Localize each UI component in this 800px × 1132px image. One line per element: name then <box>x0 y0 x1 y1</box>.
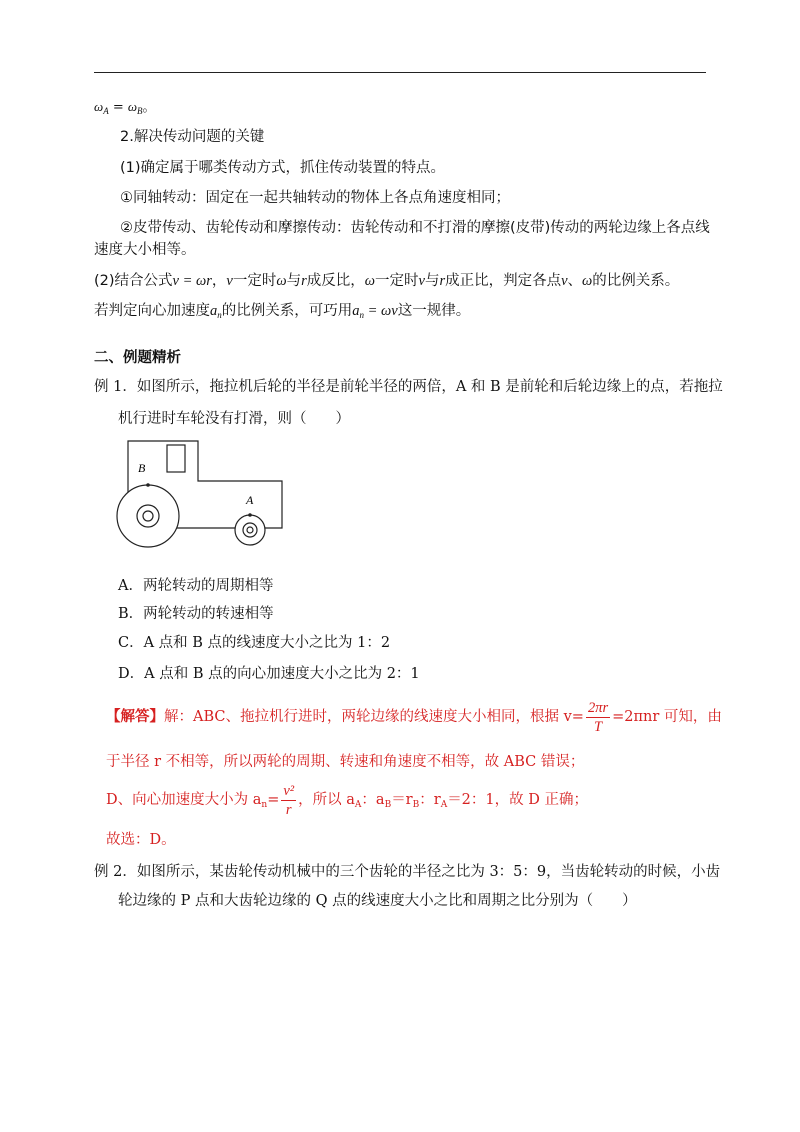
header-rule <box>94 72 706 73</box>
tractor-window <box>167 445 185 472</box>
option-c: C．A 点和 B 点的线速度大小之比为 1：2 <box>118 635 391 651</box>
example1-stem-1: 例 1．如图所示，拖拉机后轮的半径是前轮半径的两倍，A 和 B 是前轮和后轮边缘上的点，若拖拉 <box>94 379 723 395</box>
option-b: B．两轮转动的转速相等 <box>118 606 274 622</box>
point-b <box>146 483 150 487</box>
answer-line-3: D、向心加速度大小为 $a_n=$ $\frac{\text{v²}}{r}$ ，所以 $a_A$：$a_B=r_B$：$r_A=2$：1，故 D 正确； <box>106 782 588 818</box>
example2-stem-1: 例 2．如图所示，某齿轮传动机械中的三个齿轮的半径之比为 3：5：9，当齿轮转动的时候，小齿 <box>94 864 721 880</box>
front-wheel <box>235 515 265 545</box>
example2-stem-2: 轮边缘的 P 点和大齿轮边缘的 Q 点的线速度大小之比和周期之比分别为（ ） <box>118 893 637 909</box>
item-belt-1: ②皮带传动、齿轮传动和摩擦传动：齿轮传动和不打滑的摩擦(皮带)传动的两轮边缘上各点线 <box>120 220 710 236</box>
answer-line-2: 于半径 r 不相等，所以两轮的周期、转速和角速度不相等，故 ABC 错误； <box>106 754 585 770</box>
answer-tag: 【解答】 <box>106 708 164 725</box>
answer-line-1: 【解答】解：ABC、拖拉机行进时，两轮边缘的线速度大小相同，根据 v= $\frac{2\pi r}{T}$ =2πnr 可知，由 <box>106 699 722 735</box>
point-a <box>248 513 252 517</box>
omega-equation: $\omega_A = \omega_B$。 <box>94 99 156 116</box>
label-b: B <box>138 461 146 475</box>
fraction-v2-over-r: $\frac{\text{v²}}{r}$ <box>283 782 295 818</box>
item-2: (2)结合公式v = ωr，v一定时ω与r成反比，ω一定时v与r成正比，判定各点v、ω的比例关系。 <box>94 273 680 289</box>
section-title: 二、例题精析 <box>94 350 181 366</box>
tractor-figure <box>110 436 295 554</box>
example1-stem-2: 机行进时车轮没有打滑，则（ ） <box>118 411 350 427</box>
rear-wheel <box>117 485 179 547</box>
option-d: D．A 点和 B 点的向心加速度大小之比为 2：1 <box>118 666 420 682</box>
item-2-continued: 若判定向心加速度$a_n$的比例关系，可巧用$a_n = \omega v$这一规律。 <box>94 303 471 320</box>
answer-line-4: 故选：D。 <box>106 832 176 848</box>
fraction-2pir-over-t: $\frac{2\pi r}{T}$ <box>587 699 609 735</box>
heading-transmission-key: 2.解决传动问题的关键 <box>120 129 265 145</box>
label-a: A <box>246 493 254 507</box>
item-coaxial: ①同轴转动：固定在一起共轴转动的物体上各点角速度相同； <box>120 190 510 206</box>
item-belt-2: 速度大小相等。 <box>94 242 196 258</box>
item-1: (1)确定属于哪类传动方式，抓住传动装置的特点。 <box>120 160 446 176</box>
option-a: A．两轮转动的周期相等 <box>118 578 274 594</box>
